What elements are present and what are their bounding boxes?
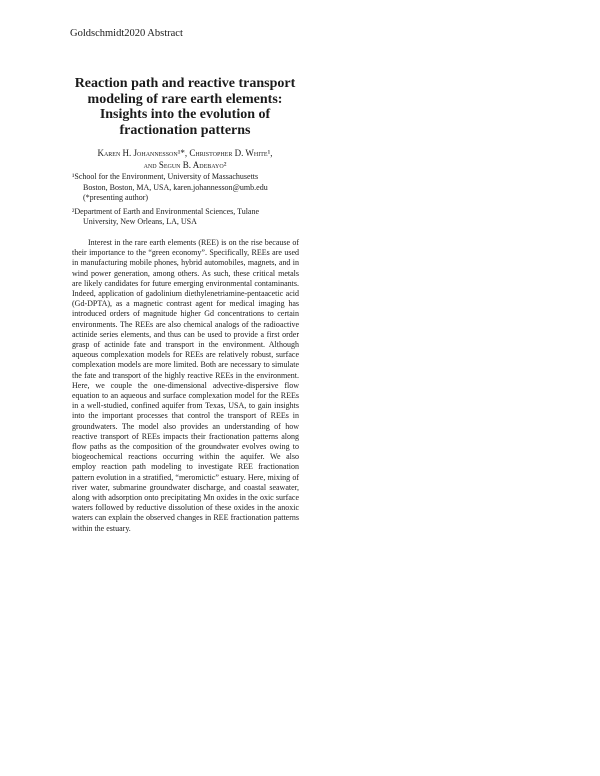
affiliation-line: ¹School for the Environment, University of Massachusetts [72, 172, 259, 181]
affiliation-2 [72, 207, 302, 228]
author-line: and Segun B. Adebayo² [143, 160, 227, 170]
affiliation-line: ²Department of Earth and Environmental Sciences, Tulane [72, 206, 260, 216]
affiliation-line: (*presenting author) [83, 193, 149, 202]
paper-title [72, 76, 298, 138]
running-header: Goldschmidt2020 Abstract [70, 28, 183, 39]
abstract-body [72, 238, 299, 534]
affiliation-1 [72, 172, 302, 204]
title-line: Insights into the evolution of [99, 107, 271, 122]
title-line: Reaction path and reactive transport [74, 76, 296, 91]
title-line: modeling of rare earth elements: [87, 91, 283, 107]
affiliation-line: Boston, Boston, MA, USA, karen.johannesson@umb.edu [83, 182, 268, 192]
affiliation-line: University, New Orleans, LA, USA [83, 217, 197, 226]
author-line: Karen H. Johannesson¹*, Christopher D. White¹, [97, 148, 273, 158]
author-list [72, 147, 298, 171]
title-line: fractionation patterns [119, 122, 251, 138]
abstract-paragraph: Interest in the rare earth elements (REE) is on the rise because of their importance to the “green economy”. Specifically, REEs are used in manufacturing mobile phones, hybrid automobiles, magnets, and in wind power generation, among others. As such, these critical metals are likely candidates for future emerging environmental contaminants. Indeed, application of gadolinium diethylenetriamine-pentaacetic acid (Gd-DPTA), as a magnetic contrast agent for medical imaging has introduced orders of magnitude higher Gd concentrations to certain environments. The REEs are also chemical analogs of the radioactive actinide series elements, and thus can be used to provide a first order grasp of actinide fate and transport in the environment. Although aqueous complexation models for REEs are relatively robust, surface complexation models are more limited. Both are necessary to simulate the fate and transport of the highly reactive REEs in the environment. Here, we couple the one-dimensional advective-dispersive flow equation to an aqueous and surface complexation model for the REEs in a well-studied, confined aquifer from Texas, USA, to gain insights into the important processes that control the transport of REEs in groundwaters. The model also provides an understanding of how reactive transport of REEs impacts their fractionation patterns along flow paths as the composition of the groundwater evolves owing to biogeochemical reactions occurring within the aquifer. We also employ reaction path modeling to investigate REE fractionation pattern evolution in a stratified, “meromictic” estuary. Here, mixing of river water, submarine groundwater discharge, and coastal seawater, along with adsorption onto precipitating Mn oxides in the oxic surface waters followed by reductive dissolution of these oxides in the anoxic waters can explain the observed changes in REE fractionation patterns within the estuary. [72, 238, 299, 533]
affiliations [72, 172, 302, 231]
